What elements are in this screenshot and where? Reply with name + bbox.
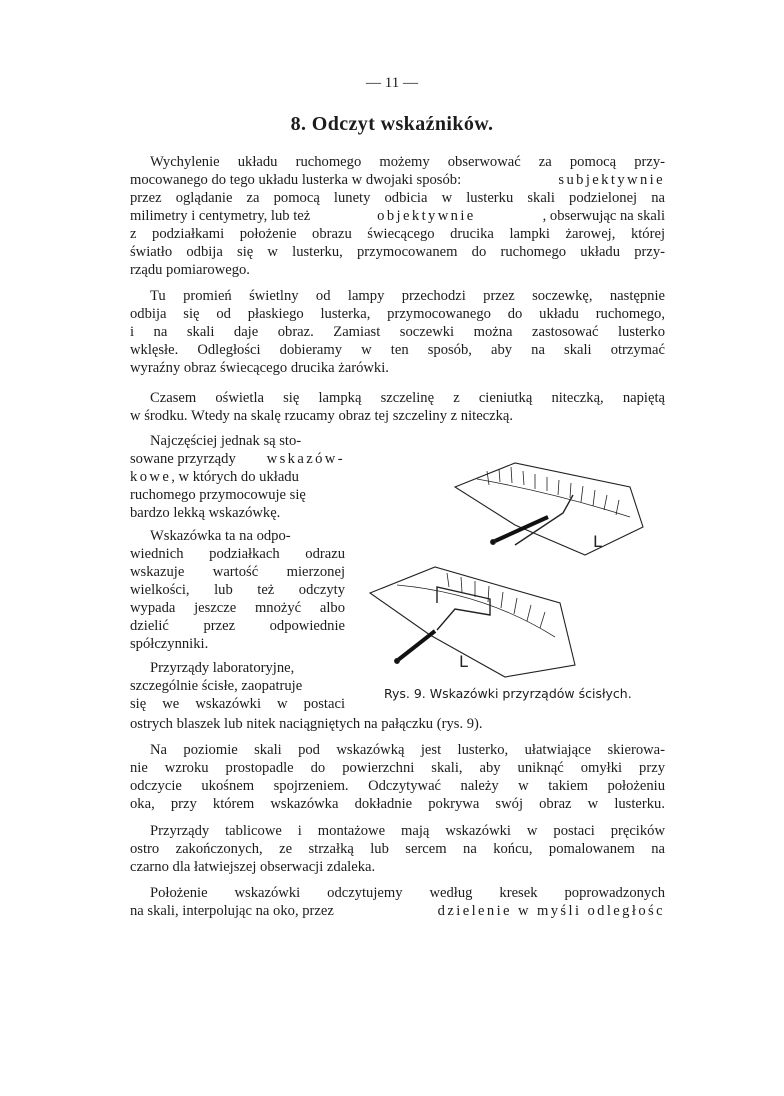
text-line: ostro zakończonych, ze strzałką lub sercem na końcu, pomalowanem na: [130, 841, 665, 857]
text-line: wklęsłe. Odległości dobieramy w ten sposób, aby na skali otrzymać: [130, 342, 665, 358]
text-span: na skali, interpolując na oko, przez: [130, 903, 334, 919]
text-line: Na poziomie skali pod wskazówką jest lusterko, ułatwiające skierowa-: [150, 742, 665, 758]
emphasis-span: dzielenie w myśli odległośc: [437, 903, 665, 919]
text-line: wielkości, lub też odczyty: [130, 582, 345, 598]
text-line: wskazuje wartość mierzonej: [130, 564, 345, 580]
text-line: spółczynniki.: [130, 636, 209, 652]
text-line: z podziałkami położenie obrazu świecącego drucika lampki żarowej, której: [130, 226, 665, 242]
emphasis-span: wskazów-: [266, 451, 345, 467]
text-line: oka, przy którem wskazówka dokładnie pokrywa swój obraz w lusterku.: [130, 796, 665, 812]
text-line: przez oglądanie za pomocą lunety odbicia w lusterku skali podzielonej na: [130, 190, 665, 206]
lower-scale-plate: [370, 567, 575, 677]
text-line: światło odbija się w lusterku, przymocowanem do ruchomego układu przy-: [130, 244, 665, 260]
emphasis-span: objektywnie: [377, 208, 476, 224]
lower-scale-ticks: [447, 573, 545, 628]
text-line: Tu promień świetlny od lampy przechodzi przez soczewkę, następnie: [150, 288, 665, 304]
emphasis-span: kowe: [130, 469, 172, 485]
upper-label: L: [593, 532, 602, 551]
text-line: Położenie wskazówki odczytujemy według kresek poprowadzonych: [150, 885, 665, 901]
text-line: wyraźny obraz świecącego drucika żarówki.: [130, 360, 389, 376]
text-line: Najczęściej jednak są sto-: [150, 433, 302, 449]
text-line: ruchomego przymocowuje się: [130, 487, 306, 503]
text-line: wiednich podziałkach odrazu: [130, 546, 345, 562]
upper-scale-figure: [455, 463, 643, 555]
text-line: i na skali daje obraz. Zamiast soczewki można zastosować lusterko: [130, 324, 665, 340]
upper-scale-arc: [477, 479, 630, 517]
text-line: Czasem oświetla się lampką szczelinę z cieniutką niteczką, napiętą: [150, 390, 665, 406]
text-line: się we wskazówki w postaci: [130, 696, 345, 712]
text-span: sowane przyrządy: [130, 451, 236, 467]
text-line: [130, 450, 345, 468]
text-line: w środku. Wtedy na skalę rzucamy obraz tej szczeliny z niteczką.: [130, 408, 514, 424]
lower-label: L: [459, 652, 468, 671]
lower-pointer-bracket: [437, 587, 490, 630]
text-span: , w których do układu: [171, 469, 299, 485]
lower-pointer-pivot: [395, 659, 400, 664]
text-line: bardzo lekką wskazówkę.: [130, 505, 281, 521]
lower-scale-figure: [370, 567, 575, 677]
text-line: wypada jeszcze mnożyć albo: [130, 600, 345, 616]
text-line: ostrych blaszek lub nitek naciągniętych na pałączku (rys. 9).: [130, 716, 483, 732]
page-number: — 11 —: [366, 75, 418, 91]
section-title: 8. Odczyt wskaźników.: [290, 113, 494, 135]
lower-scale-arc: [397, 585, 555, 637]
text-line: [130, 468, 299, 486]
text-line: [130, 171, 665, 189]
upper-scale-plate: [455, 463, 643, 555]
lower-pointer-rod: [398, 631, 435, 660]
text-line: Przyrządy tablicowe i montażowe mają wskazówki w postaci pręcików: [150, 823, 665, 839]
text-line: szczególnie ścisłe, zaopatruje: [130, 678, 303, 694]
text-line: odczycie ukośnem spojrzeniem. Odczytywać należy w takiem położeniu: [130, 778, 665, 794]
emphasis-span: subjektywnie: [558, 172, 665, 188]
text-line: czarno dla łatwiejszej obserwacji zdaleka.: [130, 859, 376, 875]
text-line: odbija się od płaskiego lusterka, przymocowanego do układu ruchomego,: [130, 306, 665, 322]
text-span: milimetry i centymetry, lub też: [130, 208, 311, 224]
upper-pointer-pivot: [491, 540, 496, 545]
text-line: [130, 207, 665, 225]
text-line: Wskazówka ta na odpo-: [150, 528, 291, 544]
text-span: , obserwując na skali: [542, 208, 665, 224]
text-line: rządu pomiarowego.: [130, 262, 250, 278]
text-span: mocowanego do tego układu lusterka w dwojaki sposób:: [130, 172, 462, 188]
text-line: dzielić przez odpowiednie: [130, 618, 345, 634]
text-line: Przyrządy laboratoryjne,: [150, 660, 295, 676]
text-line: nie wzroku prostopadle do powierzchni skali, aby uniknąć omyłki przy: [130, 760, 665, 776]
text-line: Wychylenie układu ruchomego możemy obserwować za pomocą przy-: [150, 154, 665, 170]
pointer-illustration: [365, 455, 665, 680]
text-line: [130, 902, 665, 920]
figure-caption: Rys. 9. Wskazówki przyrządów ścisłych.: [384, 686, 632, 701]
